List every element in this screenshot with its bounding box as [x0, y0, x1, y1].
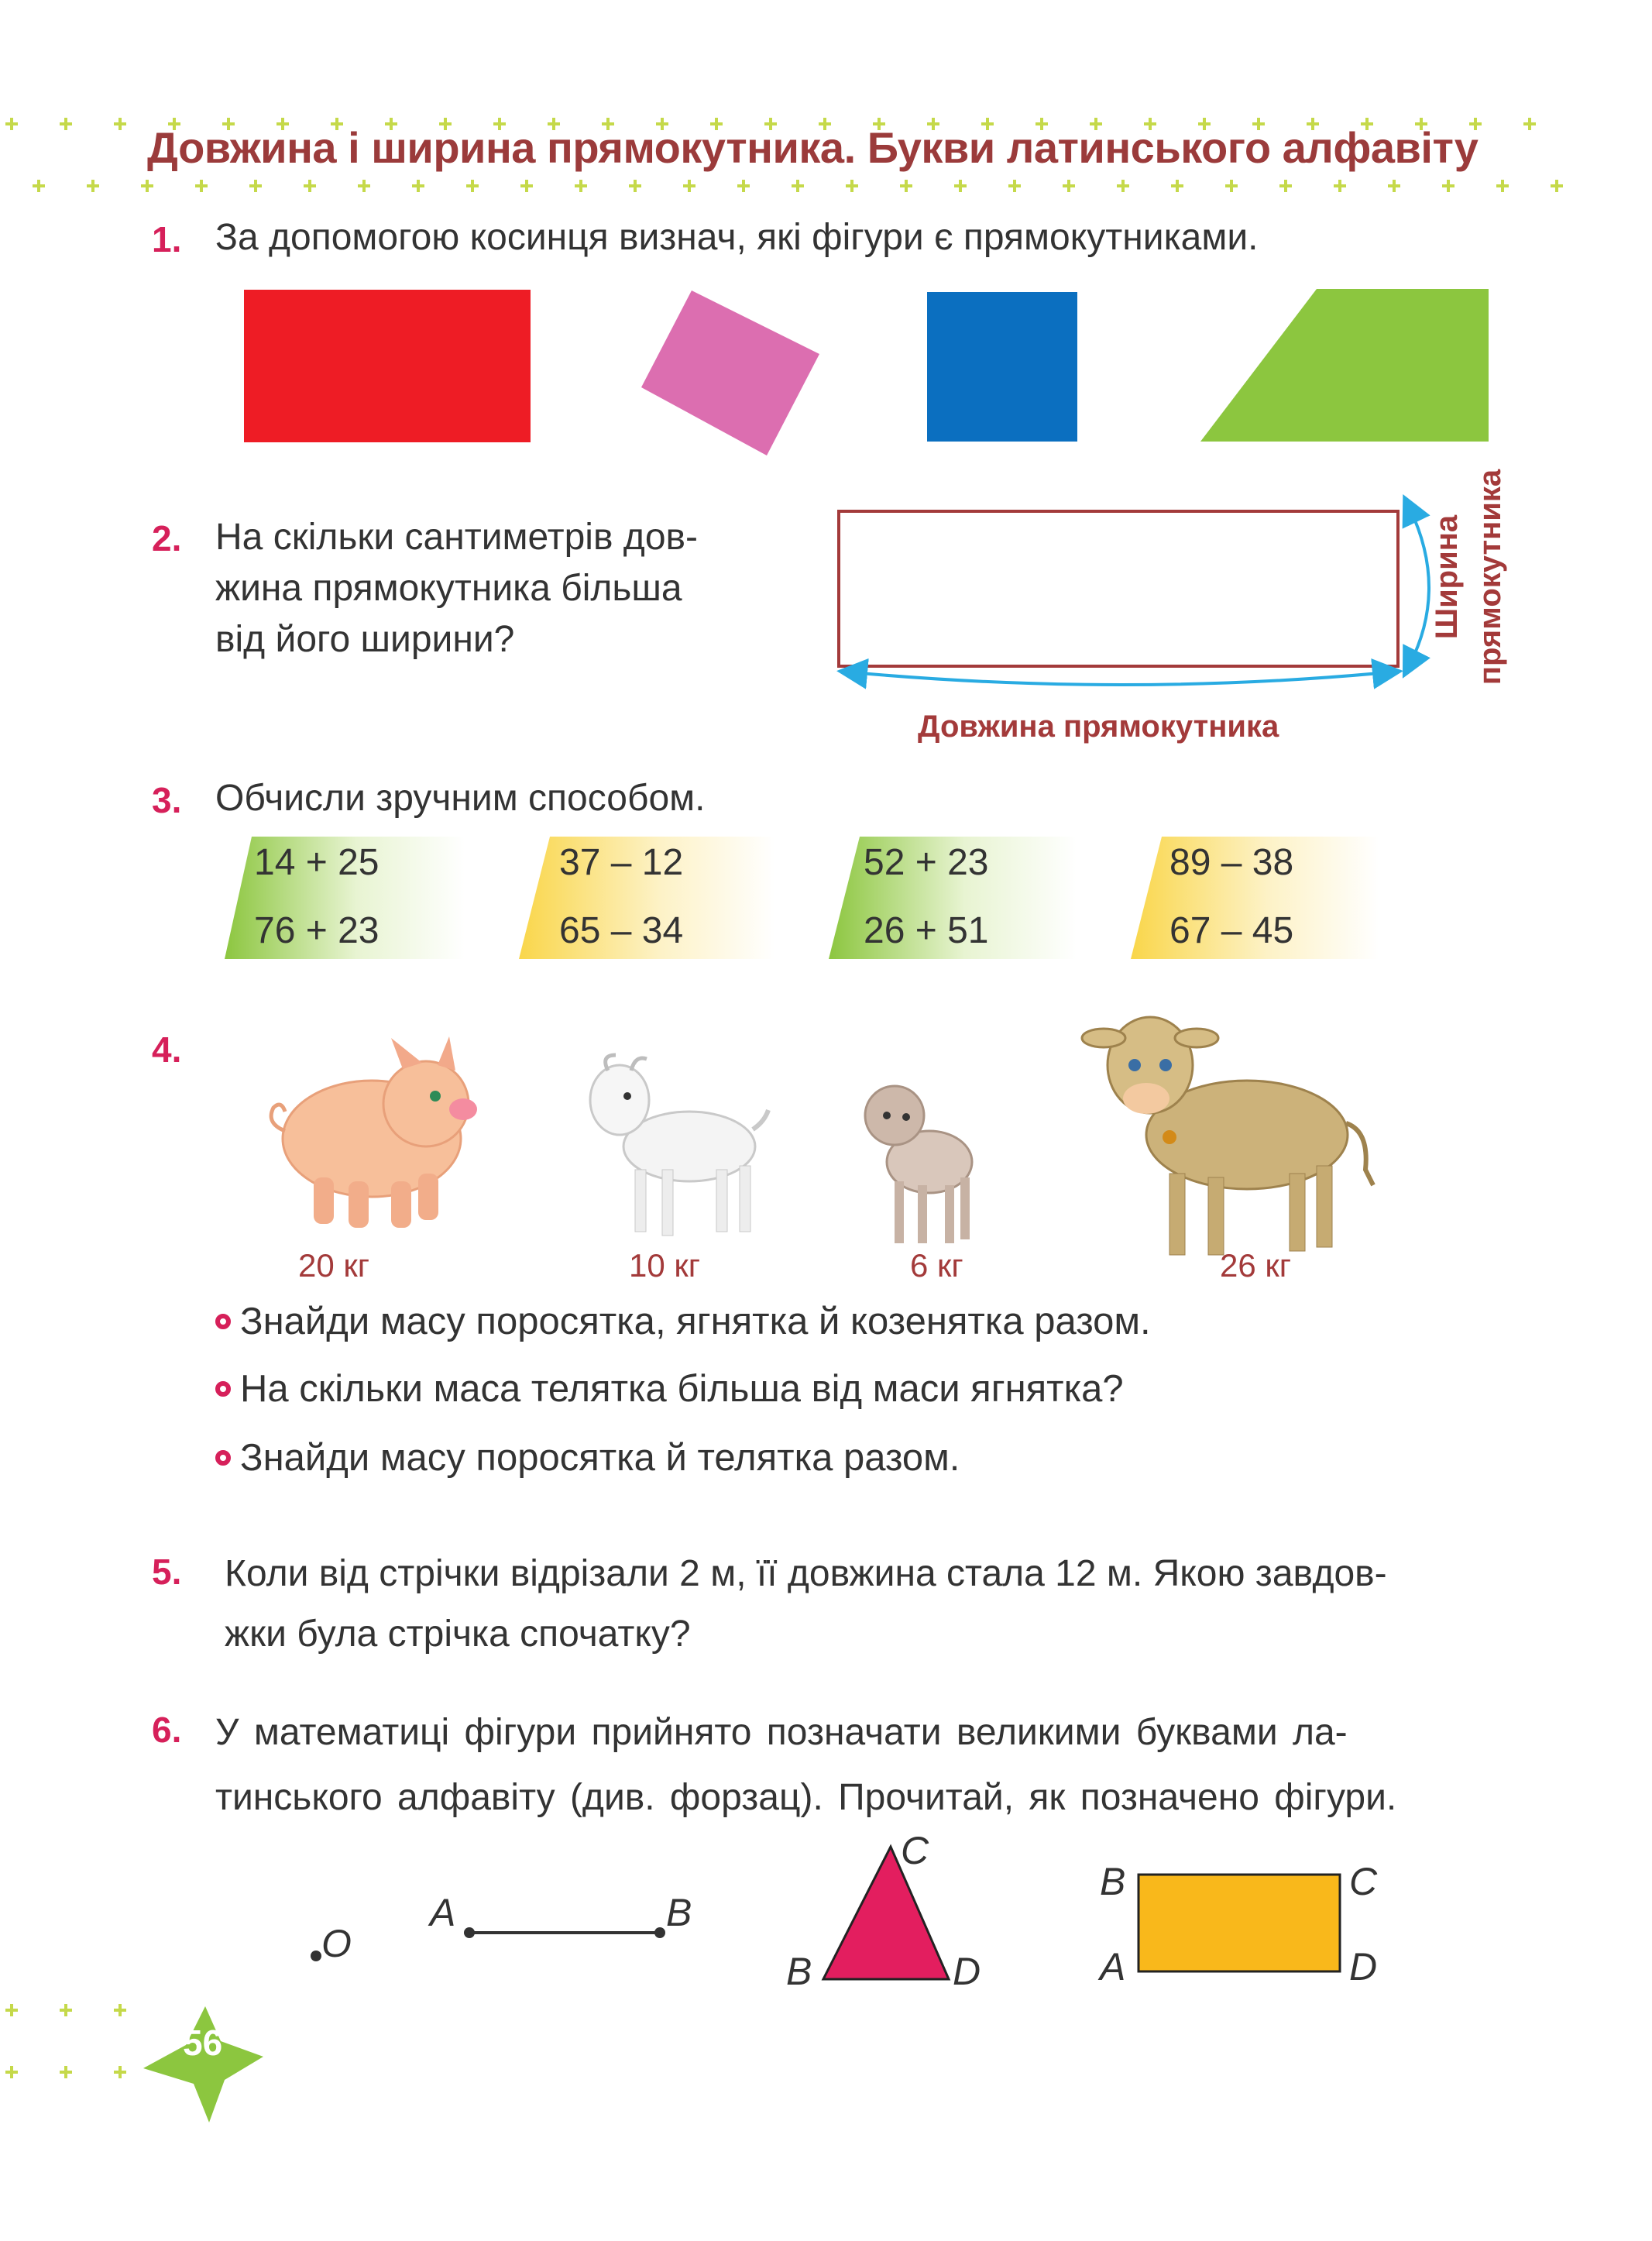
bullet-icon — [215, 1381, 231, 1397]
star-icon — [954, 180, 967, 192]
star-icon — [1063, 180, 1075, 192]
question-item — [215, 1367, 1124, 1411]
task-2-diagram — [836, 496, 1301, 728]
star-icon — [87, 180, 99, 192]
star-icon — [792, 180, 804, 192]
star-icon — [114, 2066, 126, 2078]
point-o — [311, 1951, 321, 1961]
task-2-line: На скільки сантиметрів дов- — [215, 517, 698, 558]
star-icon — [1117, 180, 1129, 192]
star-icon — [1496, 180, 1509, 192]
star-icon — [1225, 180, 1238, 192]
star-icon — [304, 180, 316, 192]
red-rectangle — [244, 290, 531, 442]
star-icon — [1279, 180, 1292, 192]
expression: 52 + 23 — [864, 842, 989, 883]
task-5-line: Коли від стрічки відрізали 2 м, її довжина стала 12 м. Якою завдов- — [225, 1553, 1387, 1594]
blue-square — [927, 292, 1077, 442]
task-5-number: 5. — [152, 1552, 182, 1592]
question-text: На скільки маса телятка більша від маси ягнятка? — [240, 1368, 1124, 1410]
page-number-badge — [132, 1991, 287, 2146]
expression: 76 + 23 — [254, 910, 380, 951]
question-item — [215, 1436, 960, 1480]
star-icon — [5, 2066, 18, 2078]
star-icon — [629, 180, 641, 192]
task-5-line: жки була стрічка спочатку? — [225, 1614, 691, 1655]
calf-icon — [1084, 1007, 1379, 1270]
star-icon — [1442, 180, 1455, 192]
task-3-backgrounds — [0, 829, 1652, 984]
star-icon — [60, 118, 72, 130]
width-label-line: Ширина — [1430, 514, 1464, 640]
width-label — [1425, 453, 1512, 701]
label-b: B — [786, 1950, 812, 1993]
lamb-weight: 6 кг — [910, 1247, 963, 1284]
task-6-line: тинського алфавіту (див. форзац). Прочитай, як позначено фігури. — [215, 1777, 1397, 1818]
expression: 67 – 45 — [1169, 910, 1294, 951]
label-a: A — [1100, 1945, 1126, 1988]
task-4-number: 4. — [152, 1029, 182, 1070]
task-6-line: У математиці фігури прийнято позначати великими буквами ла- — [215, 1712, 1348, 1753]
task-2-number: 2. — [152, 518, 182, 559]
task-5-text — [225, 1544, 1387, 1665]
page-title: Довжина і ширина прямокутника. Букви латинського алфавіту — [147, 123, 1479, 172]
green-parallelogram — [1200, 289, 1489, 442]
point-b — [654, 1927, 665, 1938]
star-icon — [846, 180, 858, 192]
label-b: B — [1100, 1860, 1126, 1903]
expression: 26 + 51 — [864, 910, 989, 951]
width-label-line: прямокутника — [1473, 469, 1507, 686]
goat-weight: 10 кг — [629, 1247, 701, 1284]
star-icon — [195, 180, 208, 192]
star-icon — [683, 180, 695, 192]
triangle-bcd — [823, 1847, 949, 1979]
question-text: Знайди масу поросятка й телятка разом. — [240, 1437, 960, 1479]
pink-square — [641, 290, 819, 455]
star-icon — [114, 118, 126, 130]
pig-icon — [256, 1023, 488, 1239]
rectangle-abcd — [1139, 1875, 1340, 1971]
lamb-icon — [852, 1069, 991, 1255]
task-1-figures — [0, 279, 1652, 480]
star-icon — [575, 180, 587, 192]
label-c: C — [901, 1829, 929, 1872]
star-icon — [737, 180, 750, 192]
page-number: 56 — [183, 2023, 223, 2063]
task-6-number: 6. — [152, 1710, 182, 1750]
star-icon — [466, 180, 479, 192]
task-2-line: жина прямокутника більша — [215, 568, 682, 609]
length-label: Довжина прямокутника — [918, 710, 1279, 744]
task-3-text: Обчисли зручним способом. — [215, 778, 706, 819]
star-icon — [5, 118, 18, 130]
star-icon — [358, 180, 370, 192]
expression: 65 – 34 — [559, 910, 684, 951]
question-text: Знайди масу поросятка, ягнятка й козенятка разом. — [240, 1301, 1151, 1342]
star-icon — [900, 180, 912, 192]
task-3-number: 3. — [152, 780, 182, 820]
task-1-number: 1. — [152, 219, 182, 260]
star-icon — [1388, 180, 1400, 192]
label-a: A — [430, 1891, 456, 1934]
task-2-text — [215, 512, 698, 665]
star-icon — [249, 180, 262, 192]
expression: 37 – 12 — [559, 842, 684, 883]
calf-weight: 26 кг — [1220, 1247, 1292, 1284]
task-2-line: від його ширини? — [215, 619, 515, 660]
star-icon — [60, 2066, 72, 2078]
task-6-text — [215, 1700, 1396, 1830]
star-icon — [1334, 180, 1346, 192]
label-d: D — [953, 1950, 981, 1993]
task-1-text: За допомогою косинця визнач, які фігури є прямокутниками. — [215, 217, 1259, 258]
expression: 89 – 38 — [1169, 842, 1294, 883]
star-icon — [1551, 180, 1563, 192]
label-o: O — [321, 1922, 352, 1965]
bullet-icon — [215, 1314, 231, 1329]
expression: 14 + 25 — [254, 842, 380, 883]
star-icon — [1008, 180, 1021, 192]
point-a — [464, 1927, 475, 1938]
star-icon — [33, 180, 45, 192]
label-c: C — [1349, 1860, 1378, 1903]
star-icon — [412, 180, 424, 192]
question-item — [215, 1300, 1151, 1343]
goat-icon — [573, 1053, 774, 1255]
label-d: D — [1349, 1945, 1378, 1988]
star-icon — [141, 180, 153, 192]
star-icon — [1171, 180, 1183, 192]
star-icon — [1523, 118, 1536, 130]
star-icon — [520, 180, 533, 192]
length-arrow — [852, 672, 1388, 685]
pig-weight: 20 кг — [298, 1247, 370, 1284]
bullet-icon — [215, 1450, 231, 1466]
task-2-rectangle — [839, 511, 1398, 666]
label-b: B — [666, 1891, 692, 1934]
